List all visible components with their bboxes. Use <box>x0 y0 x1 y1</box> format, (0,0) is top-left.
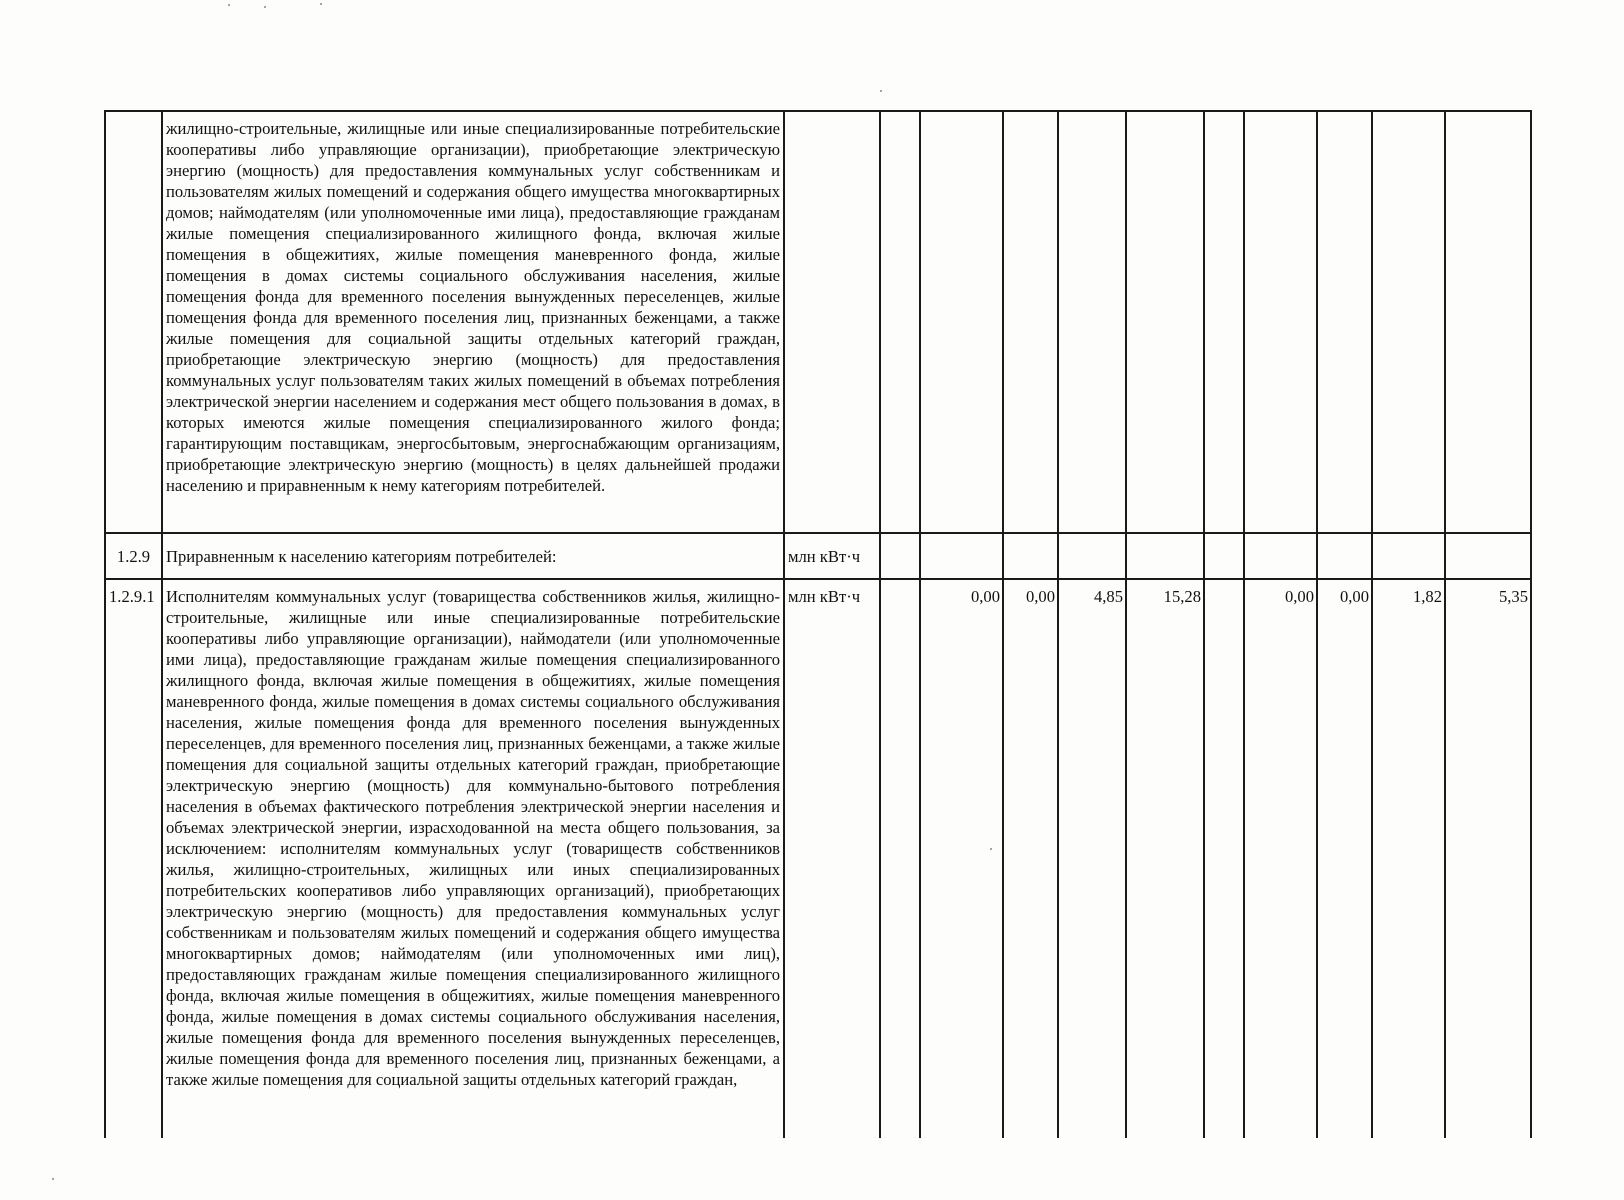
table-row <box>105 579 1531 1138</box>
row-number: 1.2.9 <box>105 533 162 579</box>
value-cell: 0,00 <box>1244 579 1317 1138</box>
table-cell <box>880 111 920 533</box>
table-cell <box>1445 111 1531 533</box>
table-cell <box>1372 111 1445 533</box>
table-row <box>105 533 1531 579</box>
value-cell: 5,35 <box>1445 579 1531 1138</box>
value-cell: 0,00 <box>1317 579 1372 1138</box>
table-cell <box>880 533 920 579</box>
table-cell <box>920 111 1003 533</box>
table-cell <box>1204 533 1244 579</box>
value-cell: 1,82 <box>1372 579 1445 1138</box>
table-cell <box>1204 111 1244 533</box>
table-cell <box>1003 533 1058 579</box>
table-cell <box>1244 533 1317 579</box>
table-cell <box>1372 533 1445 579</box>
scan-speck <box>990 848 992 850</box>
row-number: 1.2.9.1 <box>105 579 162 1138</box>
value-cell <box>880 579 920 1138</box>
scan-speck <box>228 4 230 6</box>
table-cell <box>1317 533 1372 579</box>
table-cell <box>1126 533 1204 579</box>
table-cell <box>1317 111 1372 533</box>
value-cell <box>1204 579 1244 1138</box>
table-cell <box>1244 111 1317 533</box>
value-cell: 0,00 <box>920 579 1003 1138</box>
table-cell <box>1126 111 1204 533</box>
table-row <box>105 111 1531 533</box>
table-cell <box>920 533 1003 579</box>
value-cell: 4,85 <box>1058 579 1126 1138</box>
table-cell <box>1003 111 1058 533</box>
scan-speck <box>320 3 322 5</box>
scan-speck <box>264 6 266 8</box>
value-cell: 0,00 <box>1003 579 1058 1138</box>
row-description: Приравненным к населению категориям потребителей: <box>162 533 784 579</box>
table-cell <box>1445 533 1531 579</box>
row-description: жилищно-строительные, жилищные или иные специализированные потребительские кооперативы либо управляющие организации), приобретающие электрическую энергию (мощность) для предоставления коммунальных услуг собственникам и пользователям жилых помещений и содержания общего имущества многоквартирных домов; наймодателям (или уполномоченные ими лица), предоставляющие гражданам жилые помещения специализированного жилищного фонда, включая жилые помещения в общежитиях, жилые помещения маневренного фонда, жилые помещения в домах системы социального обслуживания населения, жилые помещения фонда для временного поселения вынужденных переселенцев, жилые помещения фонда для временного поселения лиц, признанных беженцами, а также жилые помещения для социальной защиты отдельных категорий граждан, приобретающие электрическую энергию (мощность) для предоставления коммунальных услуг пользователям таких жилых помещений в объемах потребления электрической энергии населением и содержания мест общего пользования в домах, в которых имеются жилые помещения специализированного жилого фонда; гарантирующим поставщикам, энергосбытовым, энергоснабжающим организациям, приобретающие электрическую энергию (мощность) в целях дальнейшей продажи населению и приравненным к нему категориям потребителей. <box>162 111 784 533</box>
scan-speck <box>52 1178 54 1180</box>
row-unit <box>784 111 880 533</box>
row-number <box>105 111 162 533</box>
row-unit: млн кВт·ч <box>784 579 880 1138</box>
value-cell: 15,28 <box>1126 579 1204 1138</box>
row-description: Исполнителям коммунальных услуг (товарищества собственников жилья, жилищно-строительные, жилищные или иные специализированные потребительские кооперативы либо управляющие организации), наймодатели (или уполномоченные ими лица), предоставляющие гражданам жилые помещения специализированного жилищного фонда, включая жилые помещения в общежитиях, жилые помещения маневренного фонда, жилые помещения в домах системы социального обслуживания населения, жилые помещения фонда для временного поселения вынужденных переселенцев, для временного поселения лиц, признанных беженцами, а также жилые помещения для социальной защиты отдельных категорий граждан, приобретающие электрическую энергию (мощность) для коммунально-бытового потребления населения в объемах фактического потребления электрической энергии населения и объемах электрической энергии, израсходованной на места общего пользования, за исключением: исполнителям коммунальных услуг (товариществ собственников жилья, жилищно-строительных, жилищных или иных специализированных потребительских кооперативов либо управляющих организаций), приобретающих электрическую энергию (мощность) для предоставления коммунальных услуг собственникам и пользователям жилых помещений и содержания общего имущества многоквартирных домов; наймодателям (или уполномоченных ими лиц), предоставляющих гражданам жилые помещения специализированного жилищного фонда, включая жилые помещения в общежитиях, жилые помещения маневренного фонда, жилые помещения в домах системы социального обслуживания населения, жилые помещения фонда для временного поселения вынужденных переселенцев, жилые помещения фонда для временного поселения лиц, признанных беженцами, а также жилые помещения для социальной защиты отдельных категорий граждан, <box>162 579 784 1138</box>
scan-speck <box>880 90 882 92</box>
table-cell <box>1058 533 1126 579</box>
table-cell <box>1058 111 1126 533</box>
tariff-table <box>104 110 1532 1138</box>
row-unit: млн кВт·ч <box>784 533 880 579</box>
